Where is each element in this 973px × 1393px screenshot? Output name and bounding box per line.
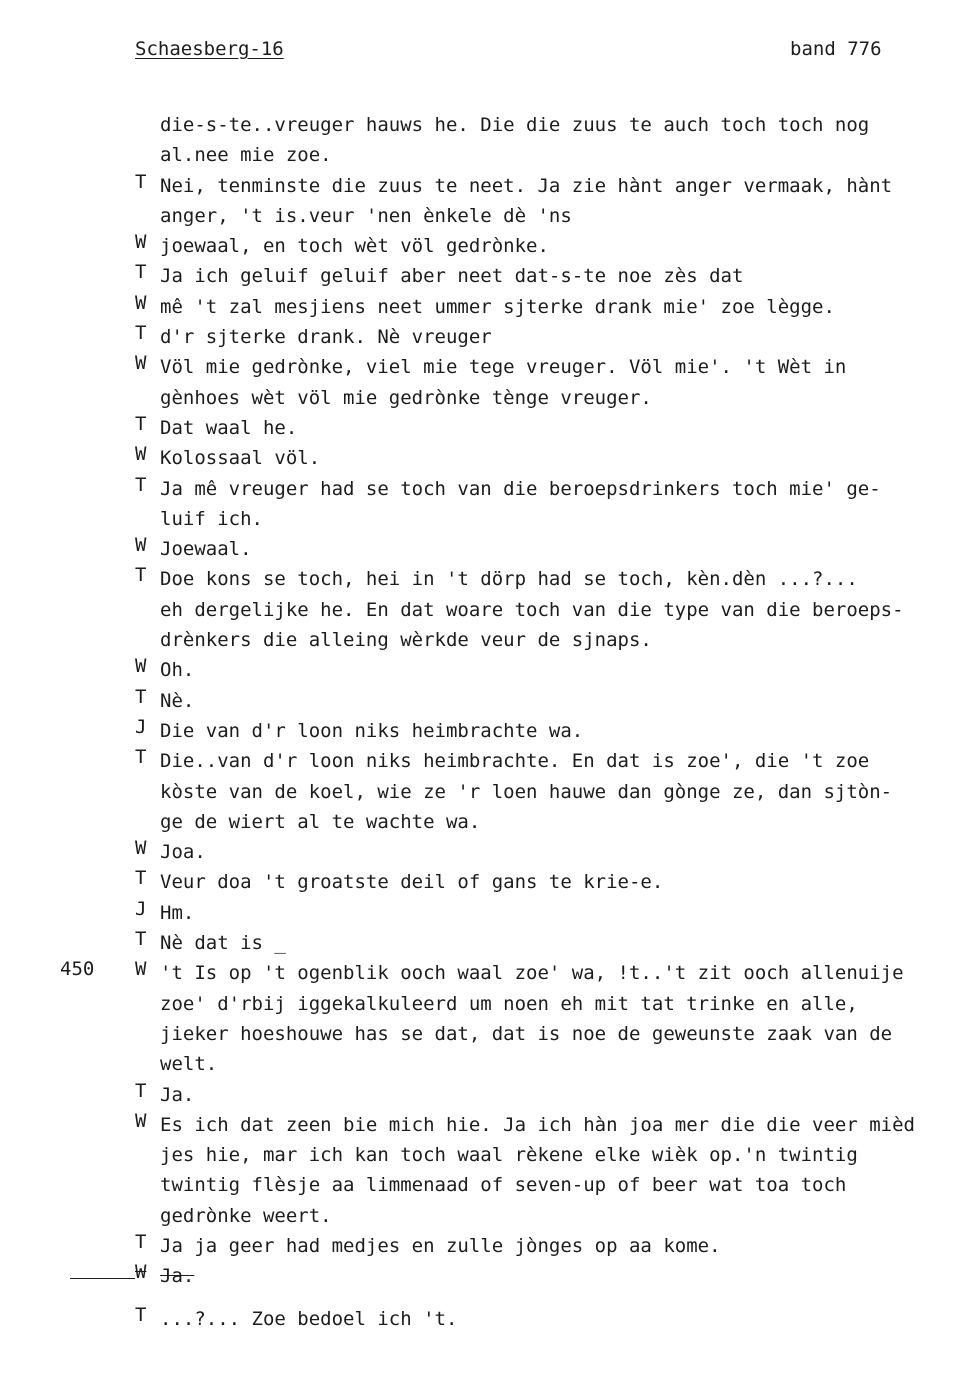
turn-text: Nè dat is _ bbox=[160, 932, 286, 955]
turn-text: die-s-te..vreuger hauws he. Die die zuus te auch toch toch nog al.nee mie zoe. bbox=[160, 114, 870, 167]
turn-text: Ja ja geer had medjes en zulle jònges op aa kome. bbox=[160, 1234, 721, 1257]
spacer bbox=[135, 1292, 970, 1304]
transcript-turn bbox=[135, 1231, 970, 1261]
speaker-label: T bbox=[135, 867, 147, 890]
speaker-label: W bbox=[135, 352, 147, 375]
speaker-label: T bbox=[135, 685, 147, 708]
turn-text: Es ich dat zeen bie mich hie. Ja ich hàn joa mer die die veer mièd jes hie, mar ich kan toch waal rèkene elke wièk op.'n twintig twintig flèsje aa limmenaad of seven-up of beer wat toa toch gedrònke weert. bbox=[160, 1113, 915, 1227]
transcript-turn bbox=[135, 171, 970, 232]
transcript-turn bbox=[135, 352, 970, 413]
transcript-turn bbox=[135, 261, 970, 291]
turn-text: Joa. bbox=[160, 841, 206, 864]
speaker-label: T bbox=[135, 1230, 147, 1253]
transcript-turn bbox=[135, 413, 970, 443]
speaker-label: T bbox=[135, 261, 147, 284]
turn-text: Ja mê vreuger had se toch van die beroepsdrinkers toch mie' ge- luif ich. bbox=[160, 477, 881, 530]
turn-text: Ja ich geluif geluif aber neet dat-s-te noe zès dat bbox=[160, 265, 744, 288]
transcript-turn bbox=[135, 474, 970, 535]
transcript-turn bbox=[135, 534, 970, 564]
turn-text: Oh. bbox=[160, 659, 195, 682]
band-number: band 776 bbox=[790, 38, 882, 60]
speaker-label: W bbox=[135, 443, 147, 466]
turn-text: Die..van d'r loon niks heimbrachte. En dat is zoe', die 't zoe kòste van de koel, wie ze 'r loen hauwe dan gònge ze, dan sjtòn- ge de wiert al te wachte wa. bbox=[160, 750, 893, 833]
speaker-label: W bbox=[135, 958, 147, 981]
turn-text: 't Is op 't ogenblik ooch waal zoe' wa, !t..'t zit ooch allenuije zoe' d'rbij iggekalkuleerd um noen eh mit tat trinke en alle, jieker hoeshouwe has se dat, dat is noe de geweunste zaak van de welt. bbox=[160, 962, 904, 1076]
transcript-turn bbox=[135, 322, 970, 352]
transcript-turn bbox=[135, 564, 970, 655]
speaker-label: W bbox=[135, 534, 147, 557]
speaker-label: T bbox=[135, 1079, 147, 1102]
transcript-turn bbox=[135, 110, 970, 171]
turn-text: Die van d'r loon niks heimbrachte wa. bbox=[160, 719, 584, 742]
speaker-label: W bbox=[135, 837, 147, 860]
turn-text: Nei, tenminste die zuus te neet. Ja zie hànt anger vermaak, hànt anger, 't is.veur 'nen ènkele dè 'ns bbox=[160, 174, 893, 227]
transcript-turn bbox=[135, 928, 970, 958]
speaker-label: T bbox=[135, 564, 147, 587]
transcript-turn bbox=[135, 443, 970, 473]
speaker-label: W bbox=[135, 291, 147, 314]
turn-text: Veur doa 't groatste deil of gans te krie-e. bbox=[160, 871, 664, 894]
turn-text: joewaal, en toch wèt völ gedrònke. bbox=[160, 235, 549, 258]
speaker-label: T bbox=[135, 412, 147, 435]
speaker-label: T bbox=[135, 746, 147, 769]
turn-text: Völ mie gedrònke, viel mie tege vreuger. Völ mie'. 't Wèt in gènhoes wèt völ mie gedrònke tènge vreuger. bbox=[160, 356, 847, 409]
turn-text: Ja. bbox=[160, 1265, 195, 1288]
turn-text: Kolossaal völ. bbox=[160, 447, 321, 470]
transcript-turn bbox=[60, 958, 970, 1079]
line-number: 450 bbox=[60, 958, 95, 981]
speaker-label: W bbox=[135, 1261, 147, 1284]
turn-text: Dat waal he. bbox=[160, 416, 298, 439]
document-title: Schaesberg-16 bbox=[135, 38, 284, 60]
transcript-turn bbox=[135, 1080, 970, 1110]
struck-dash-line bbox=[70, 1278, 135, 1279]
transcript-turn bbox=[135, 898, 970, 928]
transcript-turn bbox=[135, 292, 970, 322]
transcript-turn bbox=[135, 746, 970, 837]
transcript-turn bbox=[135, 867, 970, 897]
speaker-label: T bbox=[135, 322, 147, 345]
speaker-label: J bbox=[135, 897, 147, 920]
turn-text: Joewaal. bbox=[160, 538, 252, 561]
turn-text: Ja. bbox=[160, 1083, 195, 1106]
transcript-turn bbox=[135, 1110, 970, 1231]
speaker-label: W bbox=[135, 231, 147, 254]
transcript-turn bbox=[135, 686, 970, 716]
speaker-label: J bbox=[135, 715, 147, 738]
speaker-label: T bbox=[135, 170, 147, 193]
turn-text: d'r sjterke drank. Nè vreuger bbox=[160, 326, 492, 349]
speaker-label: W bbox=[135, 655, 147, 678]
transcript-turn bbox=[135, 716, 970, 746]
speaker-label: W bbox=[135, 1109, 147, 1132]
speaker-label: T bbox=[135, 1303, 147, 1326]
turn-text: Doe kons se toch, hei in 't dörp had se toch, kèn.dèn ...?... eh dergelijke he. En dat woare toch van die type van die beroeps- drènkers die alleing wèrkde veur de sjnaps. bbox=[160, 568, 904, 652]
struck-turn bbox=[135, 1261, 970, 1291]
transcript-turn bbox=[135, 837, 970, 867]
turn-text: Nè. bbox=[160, 689, 195, 712]
transcript-body bbox=[60, 110, 970, 1334]
speaker-label: T bbox=[135, 473, 147, 496]
transcript-turn bbox=[135, 655, 970, 685]
turn-text: mê 't zal mesjiens neet ummer sjterke drank mie' zoe lègge. bbox=[160, 295, 835, 318]
transcript-turn bbox=[135, 231, 970, 261]
turn-text: Hm. bbox=[160, 901, 195, 924]
transcript-turn bbox=[135, 1304, 970, 1334]
turn-text: ...?... Zoe bedoel ich 't. bbox=[160, 1307, 458, 1330]
speaker-label: T bbox=[135, 928, 147, 951]
